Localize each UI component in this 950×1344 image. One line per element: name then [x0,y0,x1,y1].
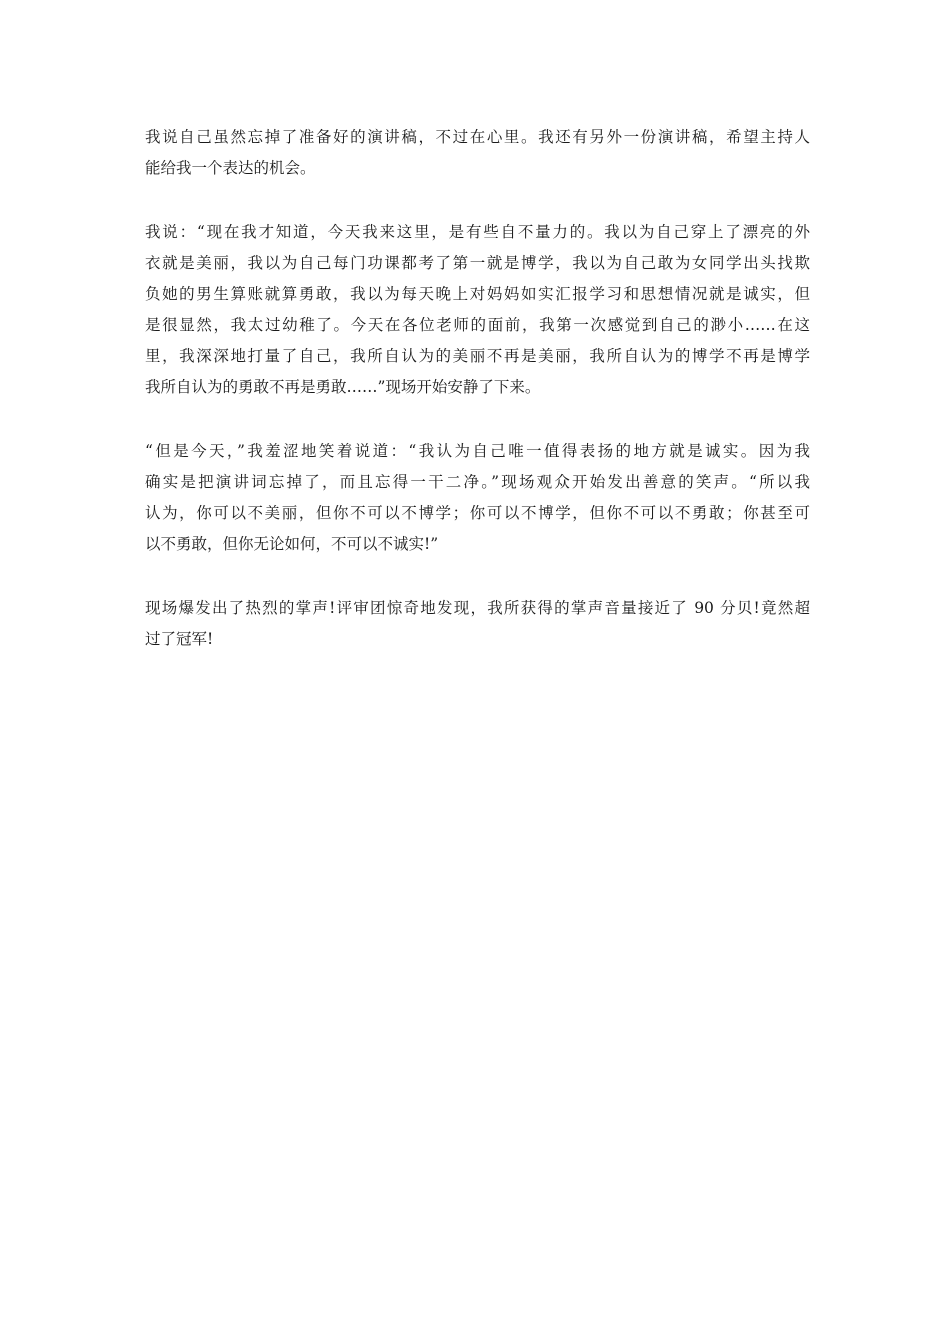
text-line: 我说：“现在我才知道，今天我来这里，是有些自不量力的。我以为自己穿上了漂亮的外 [145,223,810,241]
text-line: 负她的男生算账就算勇敢，我以为每天晚上对妈妈如实汇报学习和思想情况就是诚实，但 [145,285,810,303]
paragraph-3 [145,436,810,560]
paragraph-gap [145,560,810,593]
text-line: 现场爆发出了热烈的掌声!评审团惊奇地发现，我所获得的掌声音量接近了 90 分贝!竟然超 [145,599,810,617]
text-line: 确实是把演讲词忘掉了，而且忘得一干二净。”现场观众开始发出善意的笑声。“所以我 [145,473,810,491]
document-body [145,122,810,655]
text-line: “但是今天，”我羞涩地笑着说道：“我认为自己唯一值得表扬的地方就是诚实。因为我 [145,442,810,460]
paragraph-2 [145,217,810,403]
text-line: 我所自认为的勇敢不再是勇敢……”现场开始安静了下来。 [145,378,541,396]
text-line: 衣就是美丽，我以为自己每门功课都考了第一就是博学，我以为自己敢为女同学出头找欺 [145,254,810,272]
text-line: 我说自己虽然忘掉了准备好的演讲稿，不过在心里。我还有另外一份演讲稿，希望主持人 [145,128,810,146]
paragraph-gap [145,184,810,217]
text-line: 过了冠军! [145,630,214,648]
paragraph-1 [145,122,810,184]
text-line: 以不勇敢，但你无论如何，不可以不诚实!” [145,535,439,553]
text-line: 能给我一个表达的机会。 [145,159,316,177]
text-line: 里，我深深地打量了自己，我所自认为的美丽不再是美丽，我所自认为的博学不再是博学 [145,347,810,365]
text-line: 认为，你可以不美丽，但你不可以不博学；你可以不博学，但你不可以不勇敢；你甚至可 [145,504,810,522]
paragraph-gap [145,403,810,436]
text-line: 是很显然，我太过幼稚了。今天在各位老师的面前，我第一次感觉到自己的渺小……在这 [145,316,810,334]
paragraph-4 [145,593,810,655]
